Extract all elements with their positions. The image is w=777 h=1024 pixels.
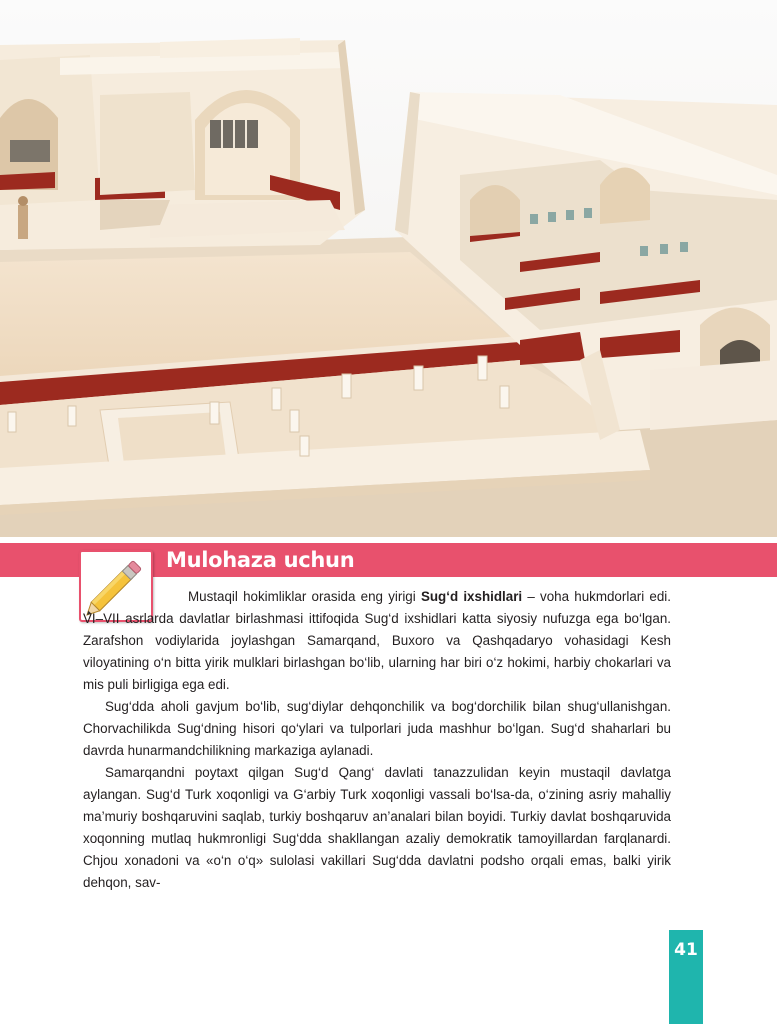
paragraph-2: Sug‘dda aholi gavjum bo‘lib, sug‘diylar dehqonchilik va bog‘dorchilik bilan shug‘ullanishgan. Chorvachilikda Sug‘dning hisori qo‘ylari va tulporlari juda mashhur bo‘lgan. Sug‘d shaharlari bu davrda hunarmandchilikning markaziga aylanadi. xyxy=(83,699,671,758)
paragraph-1 xyxy=(83,586,671,696)
paragraph-1-rest: – voha hukmdorlari edi. VI–VII asrlarda davlatlar birlashmasi ittifoqida Sug‘d ixshidlari katta siyosiy nufuzga ega bo‘lgan. Zarafshon vodiylarida joylashgan Samarqand, Buxoro va Qashqadaryo vohasidagi Kesh viloyatining o‘n bitta yirik mulklari birlashgan bo‘lib, ularning har biri o‘z hokimi, harbiy chokarlari va mis puli birligiga ega edi. xyxy=(83,589,671,692)
body-text xyxy=(83,586,671,894)
paragraph-3: Samarqandni poytaxt qilgan Sug‘d Qang‘ davlati tanazzulidan keyin mustaqil davlatga aylangan. Sug‘d Turk xoqonligi va G‘arbiy Turk xoqonligi vassali bo‘lsa-da, o‘zining asriy mahalliy ma’muriy boshqaruvini saqlab, turkiy boshqaruv an’analari bilan boyidi. Turkiy davlat boshqaruvida xoqonning mutlaq hukmronligi Sug‘dda shakllangan azaliy demokratik tamoyillardan farqlanardi. Chjou xonadoni va «o‘n o‘q» sulolasi vakillari Sug‘dda davlatni podsho orqali emas, balki yirik dehqon, sav- xyxy=(83,765,671,890)
paragraph-1-intro: Mustaqil hokimliklar orasida eng yirigi xyxy=(188,589,421,604)
page-number-tab xyxy=(669,930,703,1024)
page-number: 41 xyxy=(674,940,698,960)
term-sugd-ixshidlari: Sug‘d ixshidlari xyxy=(420,589,523,604)
section-title: Mulohaza uchun xyxy=(166,548,355,572)
